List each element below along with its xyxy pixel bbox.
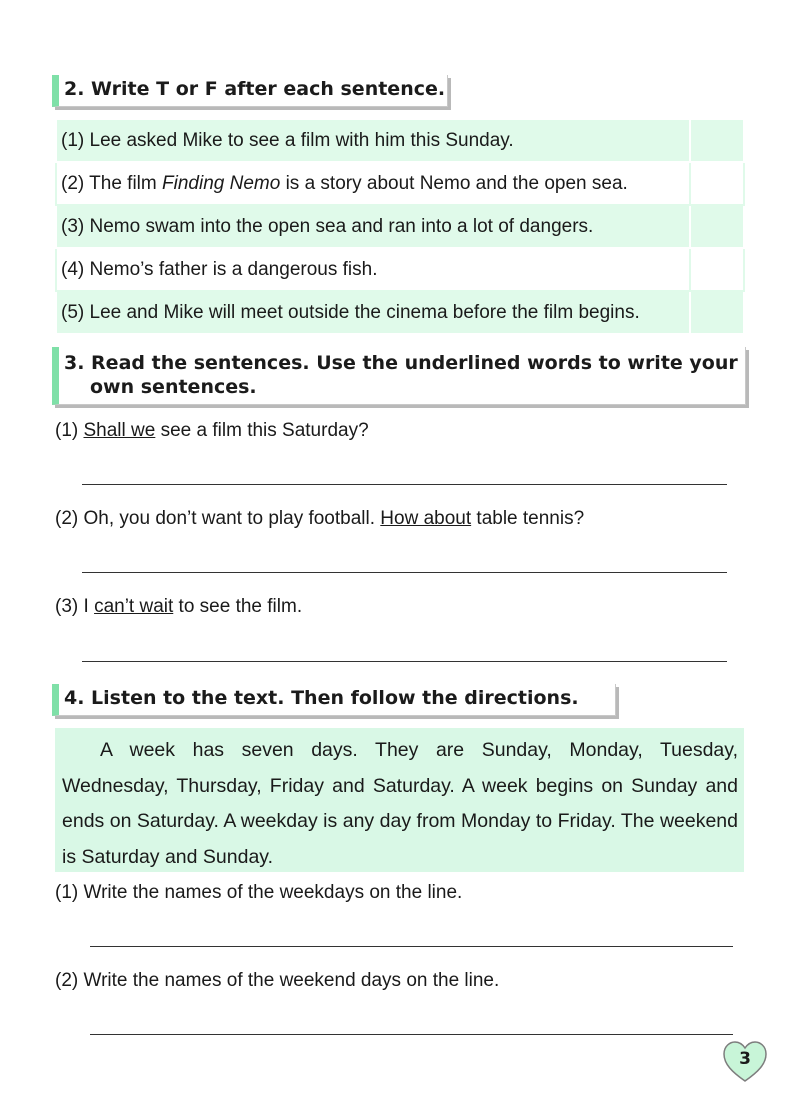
table-row [56,248,744,291]
statement-cell: (2) The film Finding Nemo is a story about Nemo and the open sea. [56,162,690,205]
answer-cell[interactable] [690,119,744,162]
answer-cell[interactable] [690,291,744,334]
question-item: (3) I can’t wait to see the film. [55,596,303,617]
statement-cell: (1) Lee asked Mike to see a film with him this Sunday. [56,119,690,162]
statement-cell: (3) Nemo swam into the open sea and ran into a lot of dangers. [56,205,690,248]
underlined-phrase: can’t wait [94,596,174,617]
answer-line[interactable] [90,946,733,947]
section-3-title-line1: 3. Read the sentences. Use the underlined words to write your [64,352,738,374]
section-4-title: 4. Listen to the text. Then follow the directions. [64,687,579,709]
section-2-heading [52,75,448,107]
passage-text: A week has seven days. They are Sunday, Monday, Tuesday, Wednesday, Thursday, Friday and Saturday. A week begins on Sunday and ends on Saturday. A weekday is any day from Monday to Friday. The weekend is Saturday and Sunday. [62,739,738,868]
underlined-phrase: Shall we [83,420,156,441]
table-row [56,119,744,162]
section-3-title-line2: own sentences. [90,376,257,398]
heart-icon [722,1040,768,1084]
statement-cell: (4) Nemo’s father is a dangerous fish. [56,248,690,291]
underlined-phrase: How about [380,508,472,529]
table-row [56,205,744,248]
question-item: (2) Oh, you don’t want to play football. How about table tennis? [55,508,585,529]
answer-line[interactable] [82,572,727,573]
answer-cell[interactable] [690,162,744,205]
true-false-table [55,118,745,335]
statement-cell: (5) Lee and Mike will meet outside the cinema before the film begins. [56,291,690,334]
section-4-heading [52,684,616,716]
page-number: 3 [739,1049,751,1069]
listening-passage [55,728,744,872]
answer-cell[interactable] [690,248,744,291]
answer-line[interactable] [82,661,727,662]
table-row [56,291,744,334]
question-item: (1) Shall we see a film this Saturday? [55,420,369,441]
direction-item: (1) Write the names of the weekdays on the line. [55,882,463,903]
answer-cell[interactable] [690,205,744,248]
direction-item: (2) Write the names of the weekend days on the line. [55,970,500,991]
table-row [56,162,744,205]
answer-line[interactable] [90,1034,733,1035]
section-3-heading [52,347,746,405]
answer-line[interactable] [82,484,727,485]
section-2-title: 2. Write T or F after each sentence. [64,78,446,100]
